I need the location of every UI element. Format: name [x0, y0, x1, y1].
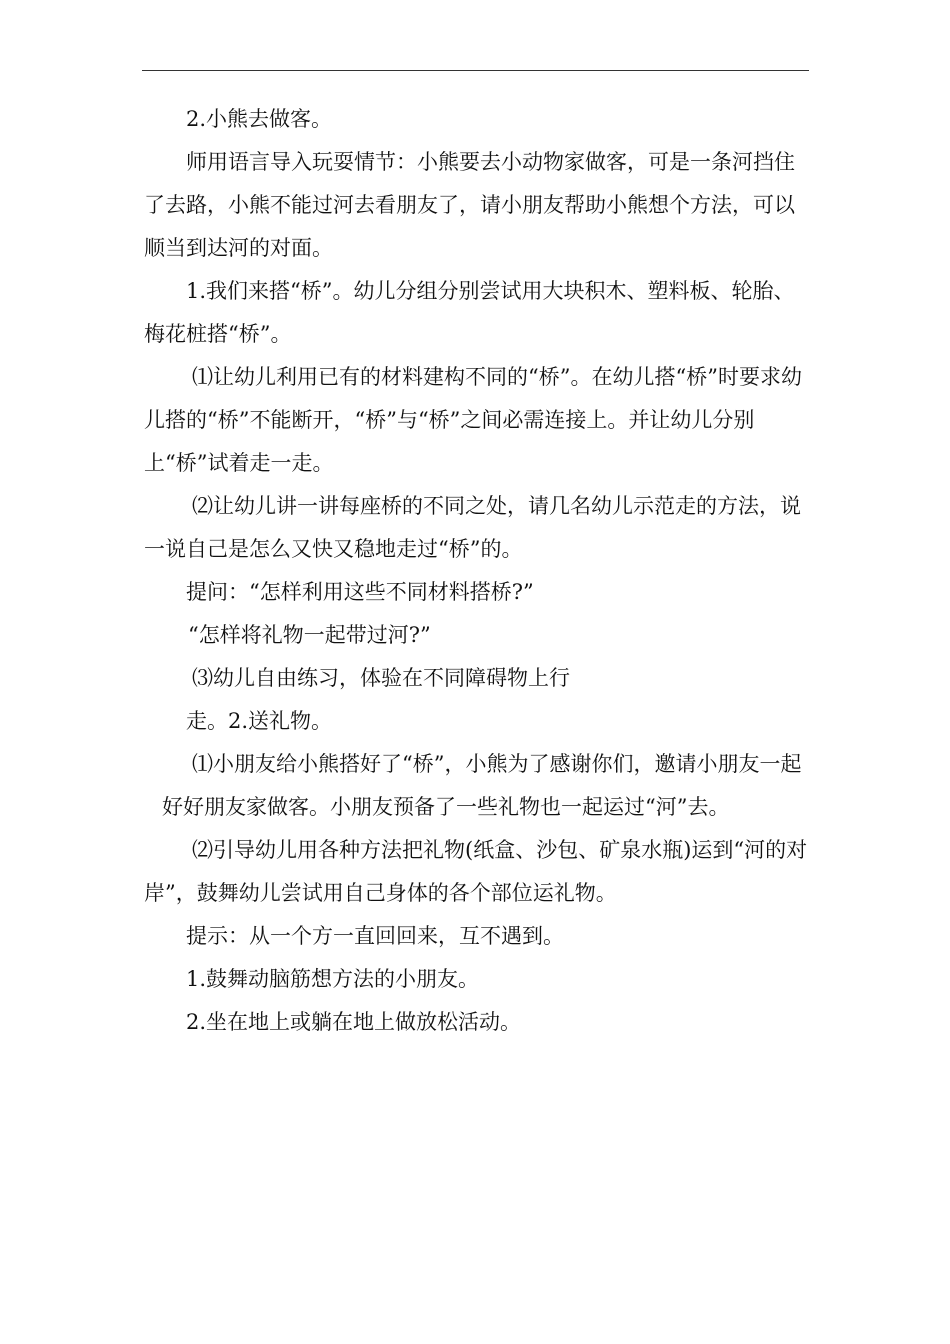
- paragraph-end-2: 2.坐在地上或躺在地上做放松活动。: [186, 1010, 522, 1034]
- paragraph-gift-1: ⑴小朋友给小熊搭好了“桥”，小熊为了感谢你们，邀请小朋友一起好好朋友家做客。小朋友预备了一些礼物也一起运过“河”去。: [162, 752, 802, 819]
- paragraph-step-1: ⑴让幼儿利用已有的材料建构不同的“桥”。在幼儿搭“桥”时要求幼儿搭的“桥”不能断开，“桥”与“桥”之间必需连接上。并让幼儿分别上“桥”试着走一走。: [144, 365, 802, 475]
- paragraph-step-3: ⑶幼儿自由练习，体验在不同障碍物上行: [192, 666, 570, 690]
- paragraph-step-2: ⑵让幼儿讲一讲每座桥的不同之处，请几名幼儿示范走的方法，说一说自己是怎么又快又稳地走过“桥”的。: [144, 494, 801, 561]
- section-heading-visit: 2.小熊去做客。: [186, 107, 333, 131]
- paragraph-build-bridge: 1.我们来搭“桥”。幼儿分组分别尝试用大块积木、塑料板、轮胎、梅花桩搭“桥”。: [144, 279, 795, 346]
- paragraph-question-2: “怎样将礼物一起带过河?”: [188, 623, 431, 647]
- paragraph-hint: 提示：从一个方一直回回来，互不遇到。: [186, 924, 564, 948]
- paragraph-question: 提问：“怎样利用这些不同材料搭桥?”: [186, 580, 534, 604]
- paragraph-intro: 师用语言导入玩耍情节：小熊要去小动物家做客，可是一条河挡住了去路，小熊不能过河去看朋友了，请小朋友帮助小熊想个方法，可以顺当到达河的对面。: [144, 150, 795, 260]
- document-body: [144, 98, 814, 1044]
- paragraph-end-1: 1.鼓舞动脑筋想方法的小朋友。: [186, 967, 480, 991]
- paragraph-step-3-cont: 走。2.送礼物。: [186, 709, 333, 733]
- header-rule: [142, 70, 809, 71]
- paragraph-gift-2: ⑵引导幼儿用各种方法把礼物(纸盒、沙包、矿泉水瓶)运到“河的对岸”，鼓舞幼儿尝试用自己身体的各个部位运礼物。: [144, 838, 808, 905]
